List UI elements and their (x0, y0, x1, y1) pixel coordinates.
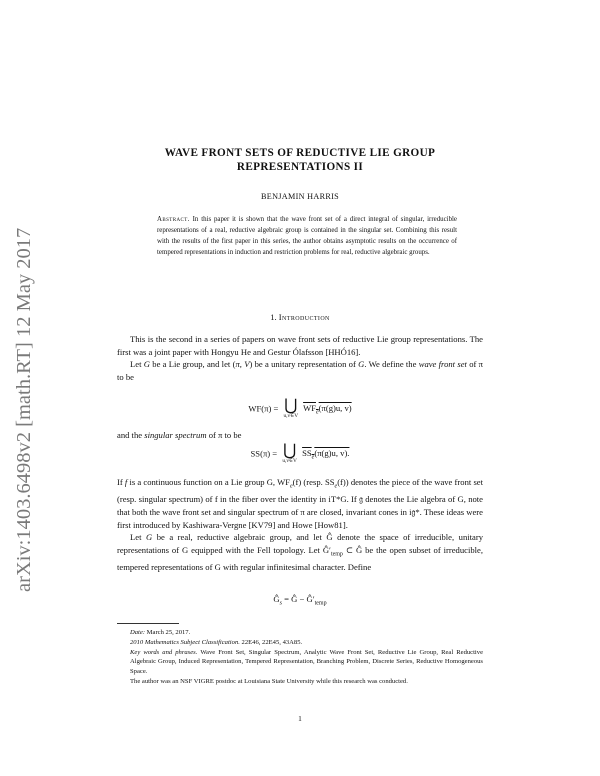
footnotes (130, 628, 483, 687)
equation-g-s: $Ĝ_s$ = Ĝ − $Ĝ'_{temp}$ (273, 594, 327, 607)
section-heading (0, 312, 600, 322)
footnote-msc (130, 638, 483, 648)
equation-wave-front-set (0, 399, 600, 420)
section-number: 1. (270, 312, 277, 322)
intro-paragraph-1-text: This is the second in a series of papers on wave front sets of reductive Lie group representations. The first was a joint paper with Hongyu He and Gestur Ólafsson [HHÓ16]. (117, 334, 483, 357)
eq1-wf: WF (303, 403, 316, 414)
eq3-rhs: = Ĝ − Ĝ′ (284, 594, 315, 604)
eq2-subscript: u,v∈V (282, 458, 297, 464)
eq2-argument: (π(g)u, v). (314, 448, 350, 459)
footnote-rule (117, 623, 179, 624)
abstract (157, 214, 457, 258)
section-title: Introduction (278, 312, 330, 322)
abstract-label: Abstract. (157, 216, 190, 223)
date-value: March 25, 2017. (146, 629, 191, 636)
msc-label: 2010 Mathematics Subject Classification. (130, 638, 240, 646)
intro-paragraph-4: Let G be a real, reductive algebraic group, and let Ĝ denote the space of irreducible, unitary representations of G equipped with the Fell topology. Let $Ĝ'_{temp}$ ⊂ Ĝ be the open subset of irreducible, tempered representations of G with regular infinitesimal character. Define (117, 532, 483, 572)
date-label: Date: (130, 629, 146, 636)
footnote-keywords (130, 648, 483, 677)
singular-spectrum-term: singular spectrum (144, 430, 207, 440)
equation-singular-spectrum (0, 444, 600, 465)
p3-part-b: (f) (resp. SS (292, 477, 335, 487)
of-pi-to-be-text: of π to be (208, 430, 242, 440)
eq2-rhs: $SS_e(\pi(g)u$, v). (302, 448, 350, 462)
footnote-date (130, 628, 483, 638)
intro-paragraph-1 (117, 333, 483, 383)
big-union-symbol-2: ⋃ u,v∈V (282, 442, 297, 464)
p2-part-e: of π to be (117, 359, 483, 382)
paper-title-line-2: REPRESENTATIONS II (236, 161, 364, 173)
abstract-text: In this paper it is shown that the wave front set of a direct integral of singular, irreducible representations of a real, reductive algebraic group is contained in the singular set. Combining this result with the results of the first paper in this series, the author obtains asymptotic results on the occurrence of tempered representations in induction and restriction problems for real, reductive algebraic groups. (157, 216, 457, 256)
footnote-funding: The author was an NSF VIGRE postdoc at Louisiana State University while this research was conducted. (130, 677, 408, 685)
eq2-lhs: SS(π) = (250, 448, 278, 459)
singular-spectrum-line (117, 429, 483, 442)
eq3-temp-subscript: temp (314, 600, 327, 607)
big-union-symbol: ⋃ u,v∈V (283, 397, 299, 419)
p2-part-a: Let (130, 359, 142, 370)
eq1-rhs: $WF_e(\pi(g)u$, v) (303, 403, 352, 417)
p3-part-c: (f)) denotes the piece of the wave front set (resp. singular spectrum) of f in the fiber over the identity in iT*G. If 𝔤 denotes the Lie algebra of G, note that both the wave front set and singular spectrum of π are closed, invariant cones in i𝔤*. These ideas were first introduced by Kashiwara-Vergne [KV79] and Howe [How81]. (117, 477, 483, 530)
p2-part-c: be a unitary representation of (254, 359, 356, 370)
p3-part-a: is a continuous function on a Lie group G, WF (129, 477, 290, 487)
author-name: BENJAMIN HARRIS (261, 192, 339, 201)
p2-part-d: . We define the (364, 359, 417, 370)
arxiv-stamp (6, 176, 38, 596)
intro-paragraph-3-text: If f is a continuous function on a Lie group G, $WF_e(f)$ (resp. $SS_e(f)$) denotes the piece of the wave front set (resp. singular spectrum) of f in the fiber over the identity in iT*G. If 𝔤 denotes the Lie algebra of G, note that both the wave front set and singular spectrum of π are closed, invariant cones in i𝔤*. These ideas were first introduced by Kashiwara-Vergne [KV79] and Howe [How81]. (117, 477, 483, 530)
msc-value: 22E46, 22E45, 43A85. (241, 638, 303, 646)
eq2-ss: SS (302, 448, 312, 459)
eq3-lhs: Ĝ (273, 594, 280, 604)
page-number: 1 (298, 714, 302, 723)
eq1-subscript: u,v∈V (283, 413, 299, 419)
p2-part-b: be a Lie group, and let (152, 359, 231, 370)
intro-paragraph-3 (117, 476, 483, 574)
eq1-argument: (π(g)u, v) (318, 403, 352, 414)
p4-part-b: ⊂ Ĝ be the open subset of irreducible, tempered representations of G with regular infinitesimal character. Define (117, 544, 483, 572)
p4-part-a: be a real, reductive algebraic group, and let Ĝ denote the space of irreducible, unitary representations of G equipped with the Fell topology. Let Ĝ′ (117, 532, 483, 555)
arxiv-stamp-text: arXiv:1403.6498v2 [math.RT] 12 May 2017 (13, 227, 35, 592)
and-the-text: and the (117, 430, 143, 440)
intro-paragraph-2: Let G be a Lie group, and let (π, V) be a unitary representation of G. We define the wave front set of π to be (117, 359, 483, 382)
p4-temp-subscript: temp (330, 551, 343, 558)
keywords-label: Key words and phrases. (130, 648, 198, 656)
keywords-value: Wave Front Set, Singular Spectrum, Analytic Wave Front Set, Reductive Lie Group, Real Reductive Algebraic Group, Induced Representation, Tempered Representation, Branching Problem, Discrete Series, Reductive Homogeneous Space. (130, 648, 483, 676)
wave-front-set-term: wave front set (418, 359, 467, 370)
paper-title-line-1: WAVE FRONT SETS OF REDUCTIVE LIE GROUP (164, 147, 436, 159)
eq1-lhs: WF(π) = (248, 403, 279, 414)
